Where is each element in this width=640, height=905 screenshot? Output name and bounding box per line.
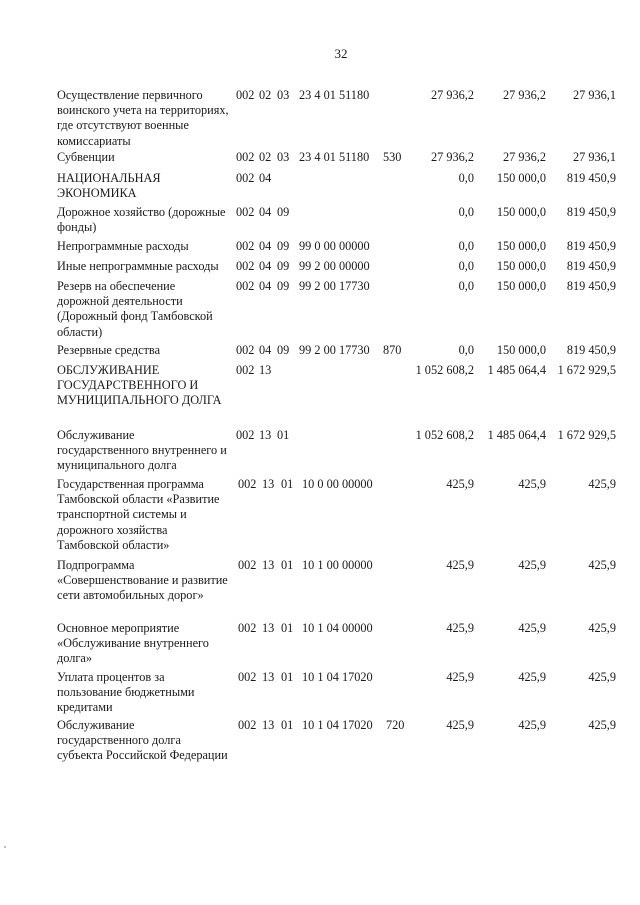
row-target-article: 23 4 01 51180 [299, 150, 370, 164]
row-target-article: 10 1 04 17020 [302, 718, 373, 732]
scan-speck [4, 846, 6, 848]
row-amount-3: 27 936,1 [572, 88, 616, 102]
row-ved-code: 002 [238, 670, 257, 684]
row-amount-1: 0,0 [458, 343, 474, 357]
row-subsection-code: 09 [277, 239, 290, 253]
row-amount-2: 150 000,0 [496, 259, 546, 273]
row-subsection-code: 09 [277, 343, 290, 357]
row-amount-2: 425,9 [518, 718, 546, 732]
row-expense-type: 530 [383, 150, 402, 164]
row-name: Обслуживание государственного внутреннего и муниципального долга [57, 428, 227, 473]
row-section-code: 02 [259, 150, 272, 164]
row-amount-3: 1 672 929,5 [557, 428, 616, 442]
row-target-article: 10 1 04 17020 [302, 670, 373, 684]
row-amount-3: 425,9 [588, 670, 616, 684]
row-ved-code: 002 [236, 150, 255, 164]
row-subsection-code: 01 [281, 670, 294, 684]
row-section-code: 02 [259, 88, 272, 102]
row-name: Непрограммные расходы [57, 239, 189, 253]
row-section-code: 04 [259, 171, 272, 185]
row-name: Иные непрограммные расходы [57, 259, 219, 273]
row-amount-1: 0,0 [458, 205, 474, 219]
row-amount-2: 150 000,0 [496, 343, 546, 357]
row-name: Осуществление первичного воинского учета на территориях, где отсутствуют военные комиссариаты [57, 88, 229, 148]
row-name: Дорожное хозяйство (дорожные фонды) [57, 205, 226, 235]
row-ved-code: 002 [236, 259, 255, 273]
row-subsection-code: 01 [281, 477, 294, 491]
row-subsection-code: 03 [277, 150, 290, 164]
row-ved-code: 002 [236, 279, 255, 293]
row-amount-1: 0,0 [458, 171, 474, 185]
row-section-code: 04 [259, 205, 272, 219]
row-amount-3: 819 450,9 [566, 343, 616, 357]
row-name: ОБСЛУЖИВАНИЕ ГОСУДАРСТВЕННОГО И МУНИЦИПАЛЬНОГО ДОЛГА [57, 363, 222, 408]
row-target-article: 99 2 00 17730 [299, 279, 370, 293]
row-expense-type: 870 [383, 343, 402, 357]
row-ved-code: 002 [238, 558, 257, 572]
row-ved-code: 002 [238, 621, 257, 635]
row-ved-code: 002 [236, 363, 255, 377]
row-amount-2: 150 000,0 [496, 205, 546, 219]
row-ved-code: 002 [236, 239, 255, 253]
row-name: НАЦИОНАЛЬНАЯ ЭКОНОМИКА [57, 171, 161, 201]
row-amount-3: 27 936,1 [572, 150, 616, 164]
row-section-code: 13 [262, 477, 275, 491]
row-name: Уплата процентов за пользование бюджетными кредитами [57, 670, 195, 715]
row-target-article: 10 1 00 00000 [302, 558, 373, 572]
row-amount-3: 425,9 [588, 718, 616, 732]
row-subsection-code: 03 [277, 88, 290, 102]
row-amount-2: 1 485 064,4 [487, 428, 546, 442]
row-section-code: 13 [262, 558, 275, 572]
row-name: Резерв на обеспечение дорожной деятельности (Дорожный фонд Тамбовской области) [57, 279, 213, 339]
row-name: Субвенции [57, 150, 115, 164]
row-ved-code: 002 [238, 477, 257, 491]
row-amount-1: 425,9 [446, 621, 474, 635]
row-section-code: 13 [262, 718, 275, 732]
row-amount-2: 425,9 [518, 558, 546, 572]
row-amount-1: 27 936,2 [430, 150, 474, 164]
row-ved-code: 002 [236, 171, 255, 185]
row-target-article: 99 2 00 17730 [299, 343, 370, 357]
row-amount-3: 425,9 [588, 558, 616, 572]
row-name: Обслуживание государственного долга субъекта Российской Федерации [57, 718, 228, 763]
row-subsection-code: 01 [281, 621, 294, 635]
row-section-code: 04 [259, 279, 272, 293]
row-amount-3: 425,9 [588, 621, 616, 635]
row-expense-type: 720 [386, 718, 405, 732]
page-number: 32 [334, 46, 348, 61]
row-amount-1: 1 052 608,2 [415, 363, 474, 377]
row-amount-3: 819 450,9 [566, 239, 616, 253]
row-amount-1: 0,0 [458, 239, 474, 253]
row-ved-code: 002 [238, 718, 257, 732]
row-amount-3: 819 450,9 [566, 279, 616, 293]
row-section-code: 13 [262, 621, 275, 635]
row-section-code: 13 [259, 428, 272, 442]
row-subsection-code: 09 [277, 205, 290, 219]
row-amount-1: 425,9 [446, 558, 474, 572]
row-amount-2: 425,9 [518, 621, 546, 635]
row-subsection-code: 09 [277, 279, 290, 293]
row-amount-3: 819 450,9 [566, 171, 616, 185]
row-amount-2: 1 485 064,4 [487, 363, 546, 377]
row-amount-1: 0,0 [458, 259, 474, 273]
row-section-code: 13 [259, 363, 272, 377]
row-amount-3: 819 450,9 [566, 205, 616, 219]
row-amount-1: 425,9 [446, 477, 474, 491]
row-amount-2: 27 936,2 [502, 88, 546, 102]
row-amount-1: 27 936,2 [430, 88, 474, 102]
row-section-code: 04 [259, 239, 272, 253]
row-ved-code: 002 [236, 205, 255, 219]
row-section-code: 04 [259, 343, 272, 357]
row-name: Основное мероприятие «Обслуживание внутреннего долга» [57, 621, 209, 666]
row-name: Резервные средства [57, 343, 161, 357]
row-amount-2: 425,9 [518, 477, 546, 491]
row-amount-3: 1 672 929,5 [557, 363, 616, 377]
row-target-article: 10 1 04 00000 [302, 621, 373, 635]
row-subsection-code: 09 [277, 259, 290, 273]
row-amount-3: 425,9 [588, 477, 616, 491]
row-subsection-code: 01 [281, 558, 294, 572]
row-target-article: 23 4 01 51180 [299, 88, 370, 102]
row-amount-2: 425,9 [518, 670, 546, 684]
row-amount-1: 1 052 608,2 [415, 428, 474, 442]
row-amount-1: 425,9 [446, 718, 474, 732]
row-amount-3: 819 450,9 [566, 259, 616, 273]
row-amount-1: 425,9 [446, 670, 474, 684]
row-amount-2: 150 000,0 [496, 239, 546, 253]
row-section-code: 13 [262, 670, 275, 684]
row-ved-code: 002 [236, 88, 255, 102]
row-subsection-code: 01 [281, 718, 294, 732]
row-name: Государственная программа Тамбовской области «Развитие транспортной системы и дорожного хозяйства Тамбовской области» [57, 477, 220, 552]
row-target-article: 99 2 00 00000 [299, 259, 370, 273]
row-section-code: 04 [259, 259, 272, 273]
row-target-article: 99 0 00 00000 [299, 239, 370, 253]
row-subsection-code: 01 [277, 428, 290, 442]
row-amount-2: 27 936,2 [502, 150, 546, 164]
row-ved-code: 002 [236, 428, 255, 442]
row-amount-1: 0,0 [458, 279, 474, 293]
row-name: Подпрограмма «Совершенствование и развитие сети автомобильных дорог» [57, 558, 228, 603]
row-amount-2: 150 000,0 [496, 279, 546, 293]
row-ved-code: 002 [236, 343, 255, 357]
row-amount-2: 150 000,0 [496, 171, 546, 185]
row-target-article: 10 0 00 00000 [302, 477, 373, 491]
